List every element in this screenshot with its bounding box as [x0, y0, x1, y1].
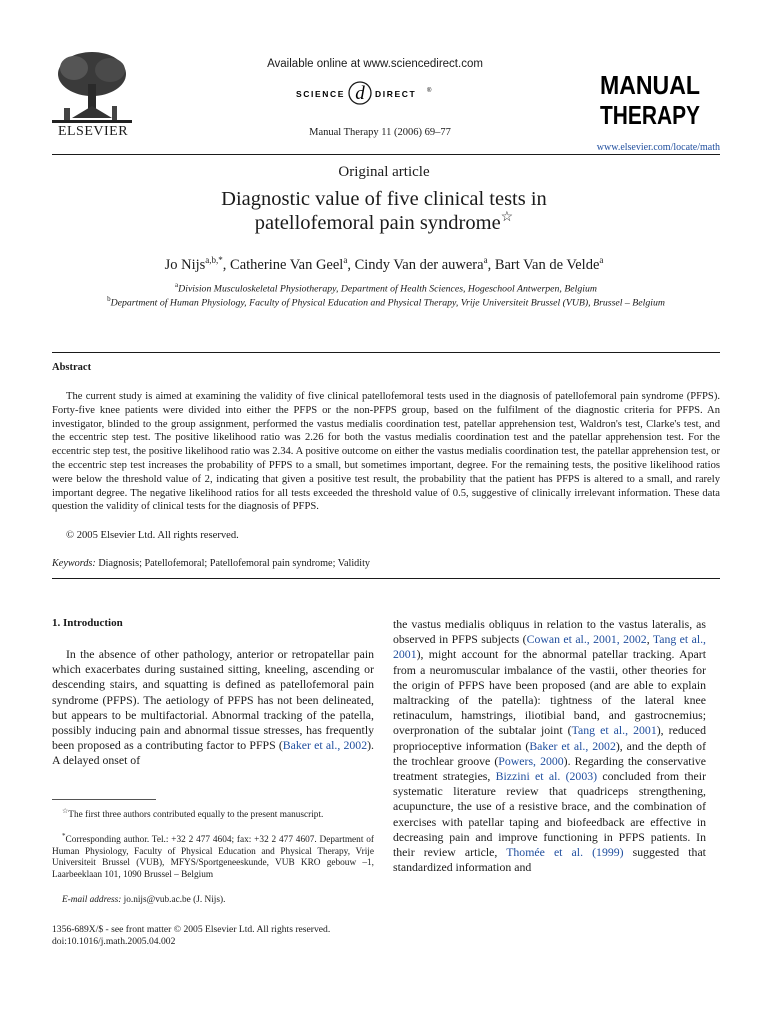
abstract-top-divider — [52, 352, 720, 353]
citation-link[interactable]: Thomée et al. (1999) — [506, 845, 624, 860]
citation-link[interactable]: Tang et al., 2001 — [571, 723, 657, 738]
available-online-text: Available online at www.sciencedirect.com — [267, 58, 483, 70]
author-affiliation-mark[interactable]: a — [599, 255, 604, 265]
citation-link[interactable]: Tang et al., 2001 — [393, 632, 706, 662]
footnote-email: E-mail address: jo.nijs@vub.ac.be (J. Nijs). — [62, 895, 226, 905]
header-divider — [52, 154, 720, 155]
journal-url-link[interactable]: www.elsevier.com/locate/math — [596, 142, 720, 153]
publisher-name: ELSEVIER — [57, 124, 129, 139]
author-name: Bart Van de Velde — [494, 256, 600, 273]
citation-link[interactable]: Bizzini et al. (2003) — [495, 769, 598, 784]
affiliation-a: $^a$Division Musculoskeletal Physiotherapy, Department of Health Sciences, Hogeschool Antwerpen, Belgium — [175, 281, 597, 295]
sciencedirect-logo — [285, 76, 475, 108]
footnote-corresponding-author: *Corresponding author. Tel.: +32 2 477 4604; fax: +32 2 477 4607. Department of Human Physiology, Faculty of Physical Education and Physical Therapy, Vrije Universiteit Brussel (VUB), MFYS/Sportgeneeskunde, VUB KRO gebouw –1, Laarbeeklaan 101, 1090 Brussel – Belgium — [52, 832, 374, 880]
sd-right-text: DIRECT — [375, 89, 417, 99]
doi: doi:10.1016/j.math.2005.04.002 — [52, 936, 176, 947]
svg-text:d: d — [355, 83, 365, 104]
keywords-list: Diagnosis; Patellofemoral; Patellofemoral pain syndrome; Validity — [98, 558, 371, 569]
abstract-body: The current study is aimed at examining the validity of five clinical patellofemoral tests used in the diagnosis of patellofemoral pain syndrome (PFPS). Forty-five knee patients were divided into either the PFPS or the non-PFPS group, based on the fulfilment of the diagnostic criteria for PFPS. An investigator, blinded to the group assignment, performed the vastus medialis coordination test, patellar apprehension test, Waldron's test, Clarke's test, and the eccentric step test. The positive likelihood ratio was 2.26 for both the vastus medialis coordination test and the patellar apprehension test. For the eccentric step test, the positive likelihood ratio was 2.34. A positive outcome on either the vastus medialis coordination test, the patellar apprehension test, or the eccentric step test increases the probability of PFPS to a small, but sometimes important, degree. For the remaining tests, the positive likelihood ratios were below the threshold value of 2, indicating that given a positive test result, the probability that the patient has PFPS is altered to a small, and rarely important degree. The negative likelihood ratios for all tests exceeded the threshold value of 0.5, suggestive of clinically irrelevant information. These data question the validity of clinical tests for the diagnosis of PFPS. — [52, 391, 720, 513]
citation-link[interactable]: Powers, 2000 — [498, 753, 564, 768]
keywords — [52, 558, 720, 569]
journal-logo-line2: THERAPY — [600, 100, 700, 130]
author-name: Jo Nijs — [164, 256, 206, 273]
author-list: Jo Nijs$^{a,b,*}$, Catherine Van Geel$^a$, Cindy Van der auwera$^a$, Bart Van de Velde$^a$ — [164, 255, 604, 273]
citation-link[interactable]: Baker et al., 2002 — [529, 738, 616, 753]
section-heading-introduction: 1. Introduction — [52, 617, 123, 629]
manual-therapy-logo — [598, 68, 703, 132]
front-matter-copyright: 1356-689X/$ - see front matter © 2005 Elsevier Ltd. All rights reserved. — [52, 924, 331, 935]
footnote-divider — [52, 799, 156, 800]
author-affiliation-mark[interactable]: a — [483, 255, 488, 265]
abstract-heading: Abstract — [52, 362, 92, 373]
author-name: Catherine Van Geel — [230, 256, 344, 273]
sd-registered-mark: ® — [427, 88, 432, 94]
author-affiliation-mark[interactable]: a,b,* — [205, 255, 223, 265]
keywords-label: Keywords: — [52, 558, 96, 569]
affiliation-b: $^b$Department of Human Physiology, Faculty of Physical Education and Physical Therapy, Vrije Universiteit Brussel (VUB), Brussel – Belgium — [107, 295, 665, 309]
front-matter — [52, 924, 392, 948]
citation-link[interactable]: Baker et al., 2002 — [282, 738, 368, 753]
title-line-2: patellofemoral pain syndrome — [254, 212, 501, 234]
body-column-left: In the absence of other pathology, anterior or retropatellar pain which exacerbates during sustained sitting, kneeling, ascending or descending stairs, and squatting is defined as patellofemoral pain syndrome (PFPS). The aetiology of PFPS has not been delineated, but appears to be multifactorial. Abnormal tracking of the patella, possibly inducing pain and abnormal tissue stresses, has frequently been proposed as a contributing factor to PFPS (Baker et al., 2002). A delayed onset of — [52, 647, 374, 768]
title-footnote-mark[interactable]: ☆ — [500, 210, 514, 226]
journal-logo-line1: MANUAL — [600, 70, 701, 100]
title-line-1: Diagnostic value of five clinical tests in — [221, 188, 547, 210]
footnote-equal-contribution: ☆The first three authors contributed equally to the present manuscript. — [62, 807, 324, 821]
email-link[interactable]: jo.nijs@vub.ac.be (J. Nijs). — [123, 895, 226, 905]
elsevier-tree-logo — [52, 48, 132, 128]
article-type: Original article — [338, 164, 430, 180]
article-title — [0, 187, 768, 235]
journal-citation: Manual Therapy 11 (2006) 69–77 — [309, 127, 451, 138]
citation-link[interactable]: Cowan et al., 2001, 2002 — [526, 632, 647, 647]
body-column-right: the vastus medialis obliquus in relation to the vastus lateralis, as observed in PFPS subjects (Cowan et al., 2001, 2002, Tang et al., 2001), might account for the abnormal patellar tracking. Apart from a neuromuscular imbalance of the vastii, other theories for the origin of PFPS have been proposed (and are able to explain maltracking of the patella): tightness of the lateral knee retinaculum, hamstrings, iliotibial band, and gastrocnemius; overpronation of the subtalar joint (Tang et al., 2001), reduced proprioceptive information (Baker et al., 2002), and the depth of the trochlear groove (Powers, 2000). Regarding the conservative treatment strategies, Bizzini et al. (2003) concluded from their systematic literature review that quadriceps strengthening, acupuncture, the use of a resistive brace, and the combination of exercises with patellar taping and biofeedback are effective in decreasing pain and improve functioning in PFPS patients. In their review article, Thomée et al. (1999) suggested that standardized information and — [393, 617, 706, 875]
author-affiliation-mark[interactable]: a — [343, 255, 348, 265]
author-name: Cindy Van der auwera — [354, 256, 484, 273]
abstract-bottom-divider — [52, 578, 720, 579]
abstract-copyright: © 2005 Elsevier Ltd. All rights reserved. — [66, 530, 239, 541]
sd-left-text: SCIENCE — [296, 89, 345, 99]
